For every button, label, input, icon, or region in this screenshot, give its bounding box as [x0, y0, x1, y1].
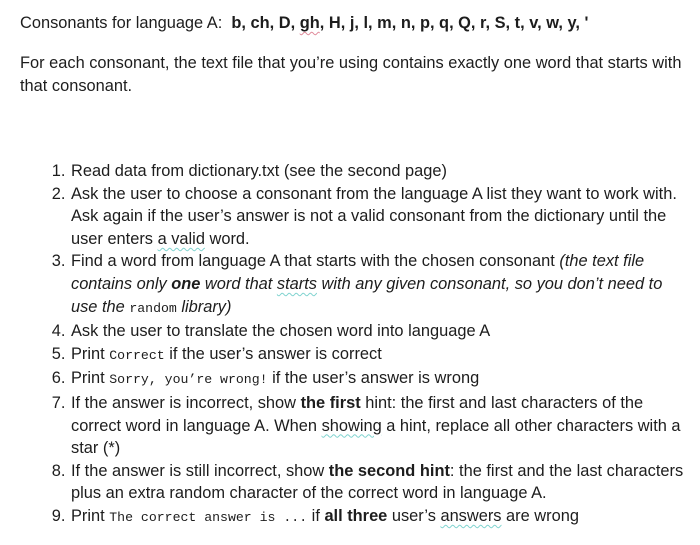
consonant-gh-spellcheck: gh [299, 14, 320, 32]
step-9-text-c: user’s [387, 506, 441, 525]
consonants-part-1: b, ch, D, [231, 14, 296, 32]
step-3-note-2: word that [200, 274, 277, 293]
step-3-note-4: library) [176, 297, 232, 316]
consonants-line [20, 12, 684, 34]
step-8-text-a: If the answer is still incorrect, show [71, 461, 329, 480]
step-7-text-b: hint: the first and last characters of the correct word in language A. When [71, 393, 644, 435]
step-2-a-valid: a valid [157, 229, 205, 248]
step-3-code-random: random [129, 300, 177, 316]
consonant-list [231, 14, 588, 32]
step-9-bold: all three [324, 506, 388, 525]
step-7-bold: the first [300, 393, 361, 412]
step-4-text: Ask the user to translate the chosen word into language A [71, 322, 491, 341]
step-9-text-a: Print [71, 506, 110, 525]
step-4 [70, 320, 684, 343]
step-3-note-starts: starts [276, 274, 317, 293]
step-2-text-a: Ask the user to choose a consonant from the language A list they want to work with. Ask again if the user’s answer is not a valid consonant from the dictionary until the user enters [71, 184, 677, 248]
step-2 [70, 183, 684, 251]
step-5-text-a: Print [71, 344, 110, 363]
intro-paragraph: For each consonant, the text file that you’re using contains exactly one word that starts with that consonant. [20, 54, 682, 95]
step-2-text-b: word. [204, 229, 250, 248]
document [20, 12, 684, 530]
step-1-text: Read data from dictionary.txt (see the second page) [71, 162, 447, 180]
step-8-text-b: : the first and the last characters plus an extra random character of the correct word in language A. [71, 461, 684, 503]
step-5 [70, 343, 684, 368]
step-7-showing: showing [321, 416, 382, 435]
step-1 [70, 160, 684, 183]
consonants-label: Consonants for language A: [20, 14, 223, 32]
step-8-bold: the second hint [328, 461, 450, 480]
instruction-list [20, 160, 684, 530]
step-6-text-a: Print [71, 369, 110, 388]
step-3-text-a: Find a word from language A that starts with the chosen consonant [71, 252, 560, 271]
step-9-answers: answers [440, 506, 502, 525]
step-3-note-bold: one [171, 274, 201, 293]
step-8 [70, 460, 684, 505]
step-9-code: The correct answer is ... [109, 509, 308, 525]
step-6-text-b: if the user’s answer is wrong [267, 369, 480, 388]
step-3 [70, 250, 684, 320]
step-6 [70, 367, 684, 392]
step-9-text-b: if [307, 506, 325, 525]
step-3-note-3: with any given consonant, so you don’t need to use the [71, 274, 663, 316]
step-5-text-b: if the user’s answer is correct [164, 344, 382, 363]
step-7-text-c: a hint, replace all other characters with a star (*) [71, 416, 681, 458]
step-7 [70, 392, 684, 460]
step-5-code: Correct [109, 347, 165, 363]
step-7-text-a: If the answer is incorrect, show [71, 393, 301, 412]
step-3-note-1: (the text file contains only [71, 252, 645, 293]
step-6-code: Sorry, you’re wrong! [109, 372, 268, 388]
step-9-text-d: are wrong [501, 506, 579, 525]
step-9 [70, 505, 684, 530]
consonants-part-2: , H, j, l, m, n, p, q, Q, r, S, t, v, w, y, ' [319, 14, 589, 32]
